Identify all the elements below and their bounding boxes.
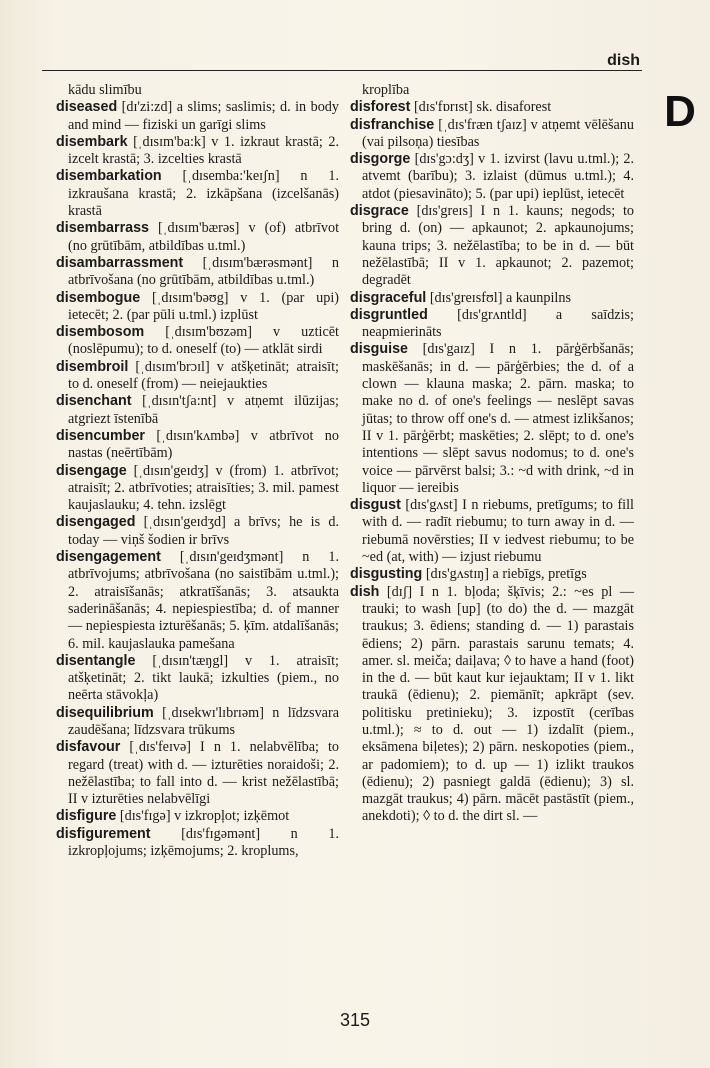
entry-definition: [ˌdɪsɪm'ba:k] v 1. izkraut krastā; 2. izcelt krastā; 3. izcelties krastā: [68, 133, 339, 168]
entry-definition: [dɪ'zi:zd] a slims; saslimis; d. in body and mind — fiziski un garīgi slims: [68, 99, 339, 133]
headword: disgorge: [350, 151, 411, 168]
entry-definition: [ˌdɪs'fræn tʃaɪz] v atņemt vēlēšanu (vai pilsoņa) tiesības: [362, 116, 634, 150]
headword: disembroil: [56, 358, 129, 375]
dictionary-entry: [56, 739, 339, 808]
headword: disengaged: [56, 514, 136, 531]
headword: disenchant: [56, 393, 132, 410]
headword: disfavour: [56, 739, 121, 756]
dictionary-entry: [56, 549, 339, 653]
entry-definition: kādu slimību: [68, 82, 142, 98]
entry-definition: [dɪs'greɪsfʊl] a kaunpilns: [429, 289, 571, 306]
entry-definition: [dɪs'fɪgəmənt] n 1. izkropļojums; izķēmojums; 2. kroplums,: [68, 825, 339, 860]
entry-definition: kroplība: [362, 82, 410, 98]
entry-definition: [ˌdɪsɪn'kʌmbə] v atbrīvot no nastas (neērtībām): [68, 427, 339, 462]
headword: disguise: [350, 341, 408, 358]
dictionary-entry: [56, 324, 339, 359]
headword: disencumber: [56, 427, 145, 444]
headword: disfigure: [56, 808, 117, 825]
dictionary-entry: [350, 497, 634, 566]
headword: disembogue: [56, 289, 141, 306]
entry-definition: [ˌdɪsɪm'brɔɪl] v atšķetināt; atraisīt; to d. oneself (from) — neiejaukties: [68, 358, 339, 393]
entry-definition: [dɪs'fɒrɪst] sk. disaforest: [413, 99, 552, 116]
dictionary-entry: [56, 463, 339, 515]
guideword: dish: [607, 52, 640, 69]
entry-definition: [ˌdɪs'feɪvə] I n 1. nelabvēlība; to regard (treat) with d. — izturēties noraidoši; 2. nežēlastība; to fall into d. — krist nežēlastībā; II v izturēties nelabvēlīgi: [68, 739, 339, 808]
entry-definition: [ˌdɪsɪm'bʊzəm] v uzticēt (noslēpumu); to d. oneself (to) — atklāt sirdi: [68, 324, 339, 358]
dictionary-entry: [350, 584, 634, 826]
headword: disequilibrium: [56, 704, 154, 721]
entry-definition: [ˌdɪsɪm'bærəs] v (of) atbrīvot (no grūtībām, atbildības u.tml.): [68, 220, 340, 254]
headword: disgruntled: [350, 306, 428, 323]
thumb-index-letter: D: [664, 87, 696, 136]
header-rule: [42, 70, 642, 71]
entry-definition: [dɪs'gaɪz] I n 1. pārģērbšanās; maskēšanās; in d. — pārģērbies; the d. of a clown — klauna maska; 2. pārn. maska; to make no d. of one's feelings — neslēpt savas jūtas; to throw off one's d. — atmest izlikšanos; II v 1. pārģērbt; maskēties; 2. slēpt; to d. one's intentions — slēpt savus nodomus; to d. one's voice — pārvērst balsi; 3.: ~d with drink, ~d in liquor — iereibis: [362, 341, 634, 496]
dictionary-entry: [350, 203, 634, 289]
entry-definition: [dɪs'gʌst] I n riebums, pretīgums; to fill with d. — radīt riebumu; to turn away in d. — riebumā novērsties; II v iedvest riebumu; to be ~ed (at, with) — izjust riebumu: [362, 497, 634, 566]
entry-definition: [ˌdɪsɪm'bəʊg] v 1. (par upi) ietecēt; 2. (par pūli u.tml.) izplūst: [68, 289, 339, 323]
headword: disgraceful: [350, 289, 427, 306]
dictionary-entry: [56, 705, 339, 740]
entry-definition: [ˌdɪsɪn'tʃa:nt] v atņemt ilūzijas; atgriezt īstenībā: [68, 393, 339, 427]
headword: disembark: [56, 133, 128, 150]
dictionary-entry: [350, 307, 634, 342]
dictionary-entry: [350, 566, 634, 583]
dictionary-entry: [56, 99, 339, 134]
entry-definition: [dɪs'gʌstɪŋ] a riebīgs, pretīgs: [425, 566, 587, 583]
entry-definition: [dɪʃ] I n 1. bļoda; šķīvis; 2.: ~es pl — trauki; to wash [up] (to do) the d. — mazgāt traukus; 3. ēdiens; standing d. — 1) parastais ēdiens; 2) pārn. parastais sarunu temats; 4. amer. sl. meiča; daiļava; ◊ to have a hand (foot) in the d. — būt kaut kur iejauktam; II v 1. likt traukā (ēdienu); 2. piemānīt; apkrāpt (sev. politisku pretinieku); 3. izpostīt (cerības u.tml.); ≈ to d. out — 1) izdalīt (piem., eksāmena biļetes); 2) pārn. neskopoties (piem., ar padomiem); to d. up — 1) izlikt traukos (ēdienu); 2) pasniegt galdā (ēdienu); 3) sl. mazgāt traukus; 4) pārn. mācēt pastāstīt (piem., anekdoti); ◊ to d. the dirt sl. —: [362, 583, 635, 825]
headword: disentangle: [56, 652, 136, 669]
dictionary-entry: [56, 290, 339, 325]
dictionary-entry: [56, 808, 339, 825]
page-number: 315: [339, 1010, 371, 1030]
headword: disgusting: [350, 566, 423, 583]
entry-definition: [ˌdɪsɪn'geɪdʒd] a brīvs; he is d. today — viņš šodien ir brīvs: [68, 514, 340, 548]
dictionary-entry: [56, 653, 339, 705]
dictionary-entry: [350, 341, 634, 497]
dictionary-entry: [56, 393, 339, 428]
headword: disembosom: [56, 324, 145, 341]
entry-definition: [dɪs'gɔ:dʒ] v 1. izvirst (lavu u.tml.); 2. atvemt (barību); 3. izlaist (dūmus u.tml.); 4. atdot (piesavināto); 5. (par upi) ieplūst, ietecēt: [362, 151, 635, 202]
headword: disfigurement: [56, 825, 151, 842]
dictionary-entry: [56, 134, 339, 169]
headword: diseased: [56, 99, 118, 116]
entry-definition: [dɪs'fɪgə] v izkropļot; izķēmot: [119, 808, 290, 825]
dictionary-entry: [56, 514, 339, 549]
headword: disengage: [56, 462, 127, 479]
dictionary-entry: [350, 151, 634, 203]
headword: dish: [350, 583, 380, 600]
entry-definition: [dɪs'greɪs] I n 1. kauns; negods; to bring d. (on) — apkaunot; 2. apkaunojums; kauna trips; 3. nežēlastība; to be in d. — būt nežēlastībā; II v 1. apkaunot; 2. pazemot; degradēt: [362, 203, 635, 289]
dictionary-entry: [56, 826, 339, 861]
entry-definition: [ˌdɪsɪn'geɪdʒmənt] n 1. atbrīvojums; atbrīvošana (no saistībām u.tml.); 2. atraisīšanās; atkratīšanās; 3. atsaukta saderināšanās; 4. nepiespiestība; d. of manner — nepiespiesta izturēšanās; 5. ķīm. atdalīšanās; 6. mil. kaujaslauka pamešana: [68, 549, 340, 652]
headword: disgrace: [350, 203, 409, 220]
headword: disembarrass: [56, 220, 149, 237]
dictionary-entry: [56, 255, 339, 290]
entry-definition: [ˌdɪsɪm'bærəsmənt] n atbrīvošana (no grūtībām, atbildības u.tml.): [68, 254, 340, 289]
headword: disgust: [350, 497, 401, 514]
dictionary-entry: [56, 82, 339, 99]
entry-definition: [ˌdɪsemba:'keɪʃn] n 1. izkraušana krastā; 2. izkāpšana (izcelšanās) krastā: [68, 168, 339, 220]
headword: disambarrassment: [56, 254, 184, 271]
entry-definition: [ˌdɪsɪn'geɪdʒ] v (from) 1. atbrīvot; atraisīt; 2. atbrīvoties; atraisīties; 3. mil. pamest kaujaslauku; 4. tehn. izslēgt: [68, 462, 339, 514]
dictionary-entry: [350, 99, 634, 116]
headword: disforest: [350, 99, 411, 116]
right-column: [350, 82, 634, 826]
dictionary-entry: [350, 290, 634, 307]
dictionary-entry: [56, 359, 339, 394]
headword: disembarkation: [56, 168, 162, 185]
headword: disfranchise: [350, 116, 435, 133]
dictionary-entry: [56, 428, 339, 463]
left-column: [56, 82, 339, 860]
dictionary-entry: [56, 220, 339, 255]
entry-definition: [dɪs'grʌntld] a saīdzis; neapmierināts: [362, 306, 634, 341]
dictionary-entry: [350, 82, 634, 99]
dictionary-entry: [56, 168, 339, 220]
headword: disengagement: [56, 549, 161, 566]
entry-definition: [ˌdɪsɪn'tæŋgl] v 1. atraisīt; atšķetināt; 2. tikt laukā; izkulties (piem., no neērta stāvokļa): [68, 652, 339, 704]
entry-definition: [ˌdɪsekwɪ'lɪbrɪəm] n līdzsvara zaudēšana; līdzsvara trūkums: [68, 704, 339, 738]
dictionary-entry: [350, 117, 634, 152]
